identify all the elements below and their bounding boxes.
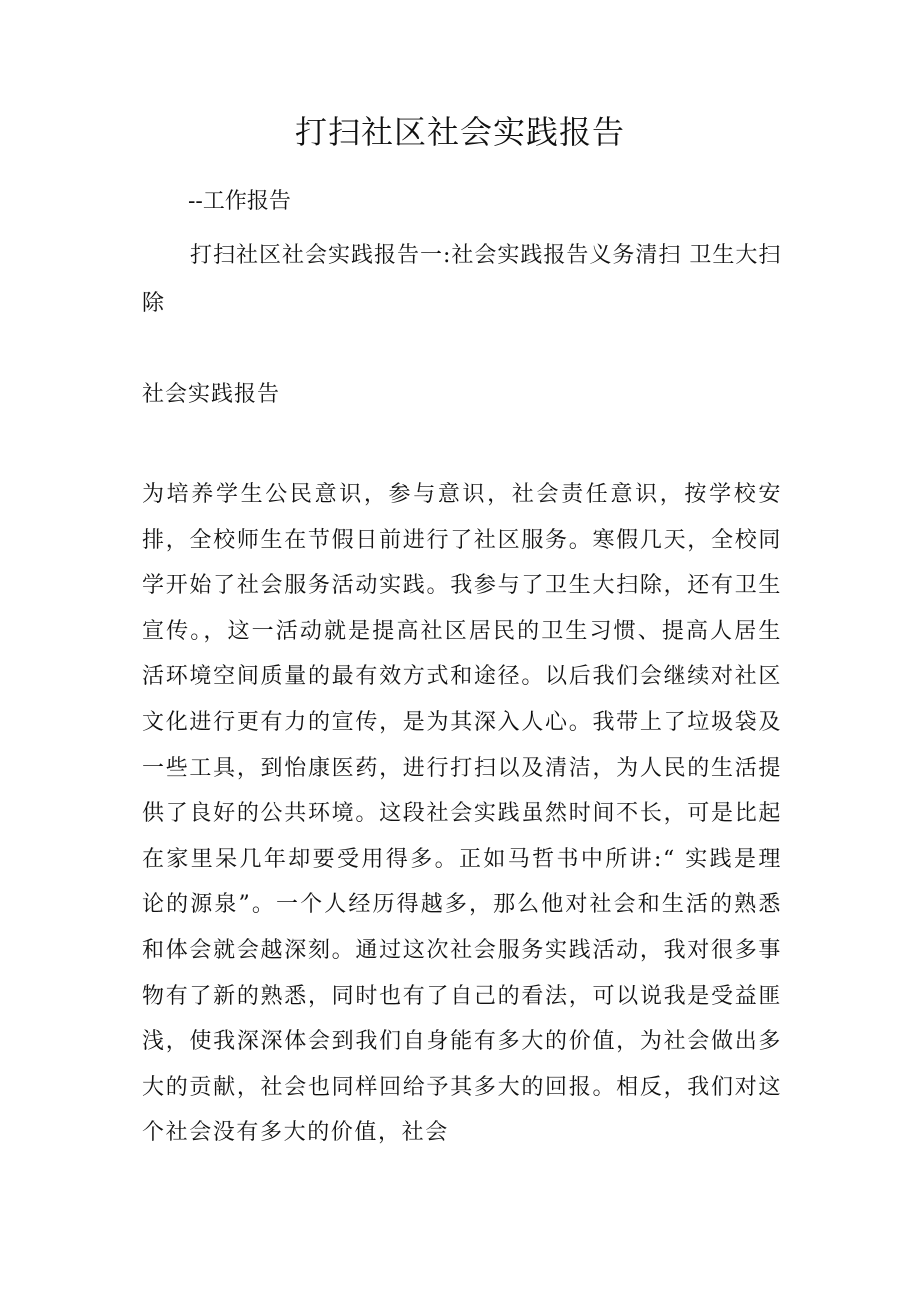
- intro-paragraph: 打扫社区社会实践报告一:社会实践报告义务清扫 卫生大扫除: [142, 243, 782, 316]
- document-subtitle: --工作报告: [188, 189, 291, 214]
- section-heading: 社会实践报告: [142, 382, 281, 407]
- body-paragraph: 为培养学生公民意识，参与意识，社会责任意识，按学校安排，全校师生在节假日前进行了社区服务。寒假几天，全校同学开始了社会服务活动实践。我参与了卫生大扫除，还有卫生宣传。，这一活动就是提高社区居民的卫生习惯、提高人居生活环境空间质量的最有效方式和途径。以后我们会继续对社区文化进行更有力的宣传，是为其深入人心。我带上了垃圾袋及一些工具，到怡康医药，进行打扫以及清洁，为人民的生活提供了良好的公共环境。这段社会实践虽然时间不长，可是比起在家里呆几年却要受用得多。正如马哲书中所讲:“ 实践是理论的源泉”。一个人经历得越多，那么他对社会和生活的熟悉和体会就会越深刻。通过这次社会服务实践活动，我对很多事物有了新的熟悉，同时也有了自己的看法，可以说我是受益匪浅，使我深深体会到我们自身能有多大的价值，为社会做出多大的贡献，社会也同样回给予其多大的回报。相反，我们对这个社会没有多大的价值，社会: [142, 482, 782, 1146]
- document-title: 打扫社区社会实践报告: [294, 113, 625, 151]
